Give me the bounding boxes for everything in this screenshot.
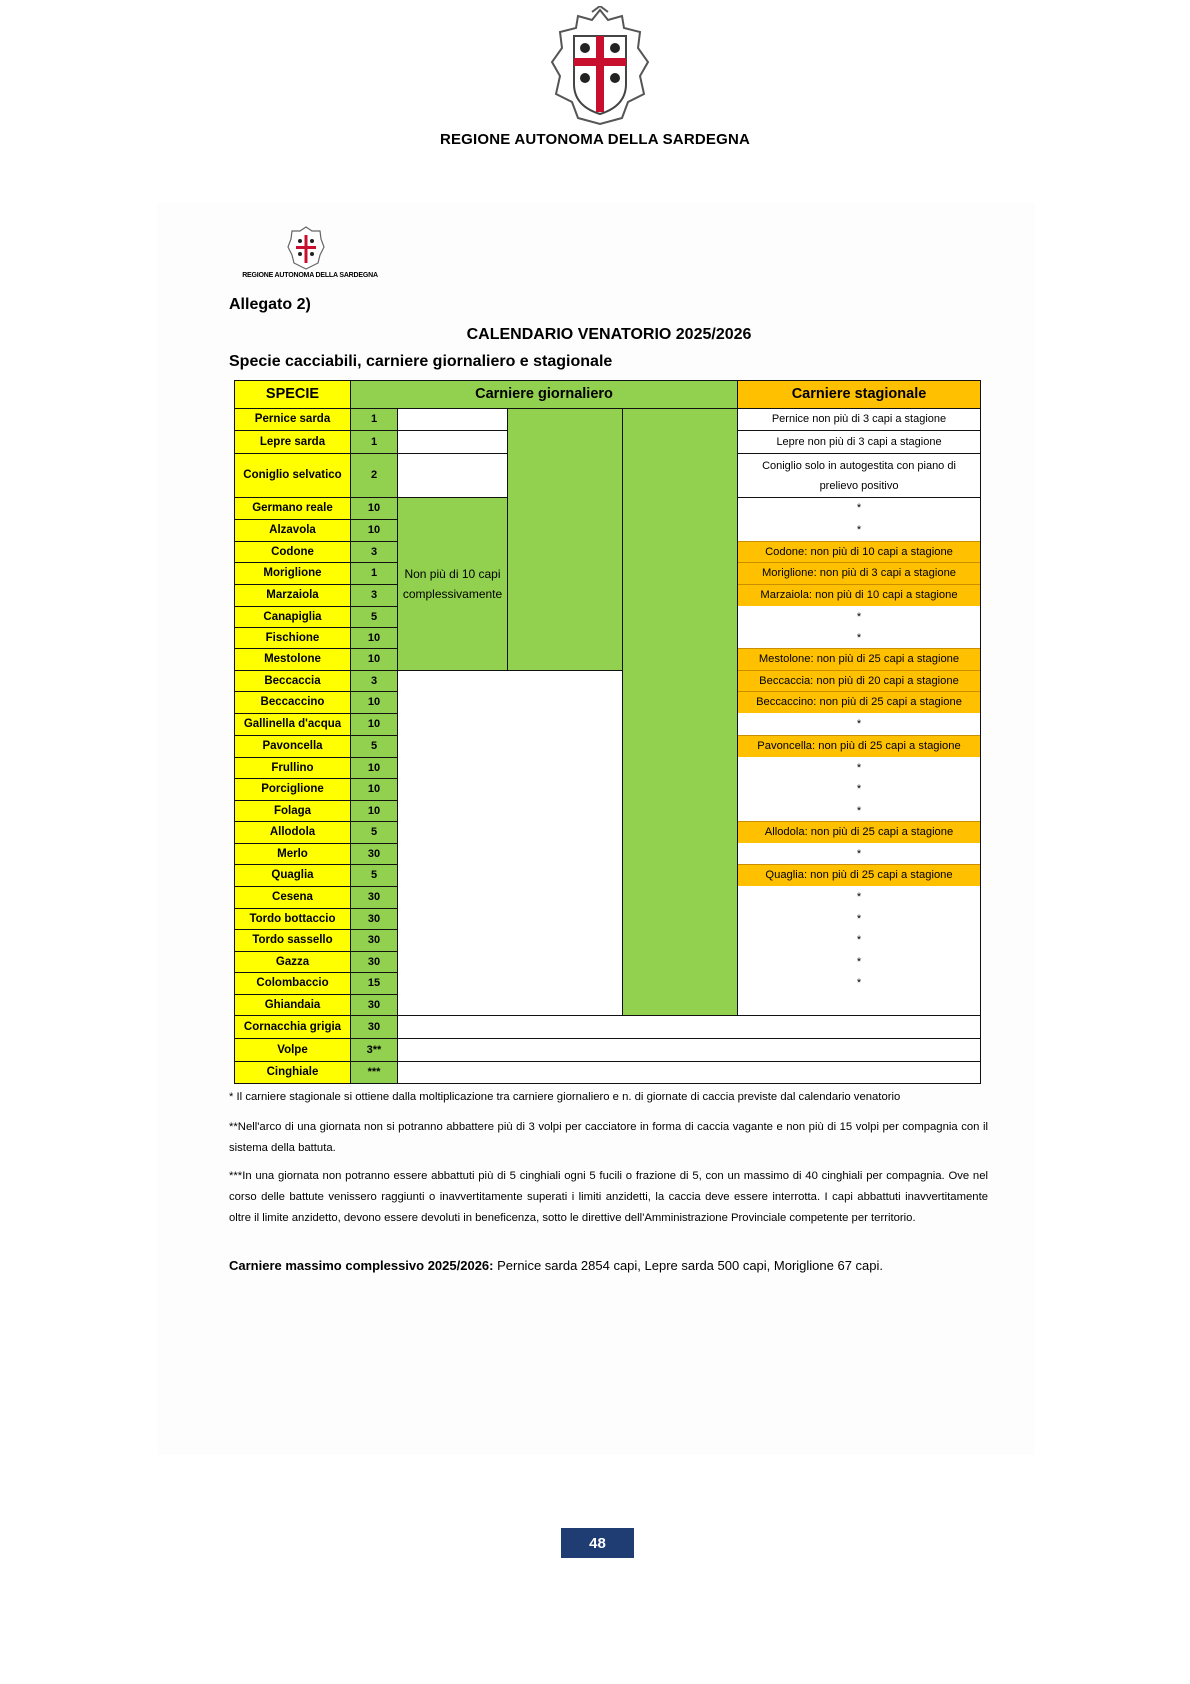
seasonal-cell: *: [737, 972, 981, 995]
sardinia-crest-icon: [548, 6, 652, 128]
daily-cell: 30: [350, 908, 398, 930]
seasonal-cell: Pernice non più di 3 capi a stagione: [737, 408, 981, 431]
daily-cell: ***: [350, 1061, 398, 1084]
seasonal-cell: *: [737, 606, 981, 628]
seasonal-cell: Lepre non più di 3 capi a stagione: [737, 430, 981, 454]
species-cell: Canapiglia: [234, 606, 351, 628]
document-title: CALENDARIO VENATORIO 2025/2026: [466, 326, 752, 343]
species-cell: Coniglio selvatico: [234, 453, 351, 498]
daily-cell: 5: [350, 735, 398, 758]
seasonal-cell: *: [737, 519, 981, 542]
species-cell: Gazza: [234, 951, 351, 973]
daily-blank-cell: [397, 408, 508, 431]
daily-cell: 3**: [350, 1038, 398, 1062]
note-1: * Il carniere stagionale si ottiene dalla moltiplicazione tra carniere giornaliero e n. di giornate di caccia previste dal calendario venatorio: [229, 1091, 901, 1103]
small-region-label: REGIONE AUTONOMA DELLA SARDEGNA: [242, 272, 378, 279]
daily-cell: 5: [350, 864, 398, 887]
seasonal-cell: [737, 994, 981, 1016]
seasonal-cell: *: [737, 778, 981, 801]
bottom-blank-cell: [397, 1038, 981, 1062]
daily-cell: 3: [350, 670, 398, 692]
final-summary: [229, 1258, 883, 1273]
group-limit-cell: Non più di 10 capi complessivamente: [397, 497, 508, 671]
species-cell: Pernice sarda: [234, 408, 351, 431]
bottom-blank-cell: [397, 1015, 981, 1039]
daily-blank-cell: [397, 453, 508, 498]
daily-cell: 1: [350, 430, 398, 454]
daily-cell: 30: [350, 886, 398, 909]
species-cell: Frullino: [234, 757, 351, 779]
daily-cell: 10: [350, 627, 398, 649]
header-seasonal: Carniere stagionale: [737, 380, 981, 409]
final-summary-label: Carniere massimo complessivo 2025/2026:: [229, 1258, 494, 1273]
daily-cell: 1: [350, 562, 398, 585]
attachment-label: Allegato 2): [229, 296, 311, 313]
header-species: SPECIE: [234, 380, 351, 409]
region-title: REGIONE AUTONOMA DELLA SARDEGNA: [439, 131, 751, 148]
daily-cell: 10: [350, 691, 398, 714]
species-cell: Beccaccino: [234, 691, 351, 714]
seasonal-cell: *: [737, 951, 981, 973]
daily-cell: 10: [350, 713, 398, 736]
document-subtitle: Specie cacciabili, carniere giornaliero e stagionale: [229, 353, 613, 370]
seasonal-cell: *: [737, 800, 981, 822]
daily-cell: 10: [350, 757, 398, 779]
seasonal-cell: Moriglione: non più di 3 capi a stagione: [737, 562, 981, 585]
daily-cell: 30: [350, 929, 398, 952]
page-number: 48: [561, 1528, 634, 1558]
species-cell: Cesena: [234, 886, 351, 909]
daily-cell: 30: [350, 843, 398, 865]
species-cell: Alzavola: [234, 519, 351, 542]
daily-cell: 5: [350, 606, 398, 628]
species-cell: Lepre sarda: [234, 430, 351, 454]
daily-cell: 10: [350, 497, 398, 520]
species-cell: Cornacchia grigia: [234, 1015, 351, 1039]
species-cell: Mestolone: [234, 648, 351, 671]
seasonal-cell: *: [737, 929, 981, 952]
species-cell: Tordo bottaccio: [234, 908, 351, 930]
seasonal-cell: *: [737, 908, 981, 930]
daily-cell: 30: [350, 951, 398, 973]
seasonal-cell: Marzaiola: non più di 10 capi a stagione: [737, 584, 981, 607]
species-cell: Fischione: [234, 627, 351, 649]
species-cell: Volpe: [234, 1038, 351, 1062]
daily-cell: 30: [350, 1015, 398, 1039]
seasonal-cell: *: [737, 886, 981, 909]
final-summary-text: Pernice sarda 2854 capi, Lepre sarda 500 capi, Moriglione 67 capi.: [493, 1258, 884, 1273]
header-daily: Carniere giornaliero: [350, 380, 738, 409]
species-cell: Codone: [234, 541, 351, 563]
daily-cell: 3: [350, 541, 398, 563]
species-cell: Pavoncella: [234, 735, 351, 758]
seasonal-cell: Codone: non più di 10 capi a stagione: [737, 541, 981, 563]
species-cell: Beccaccia: [234, 670, 351, 692]
species-cell: Marzaiola: [234, 584, 351, 607]
daily-cell: 3: [350, 584, 398, 607]
species-cell: Merlo: [234, 843, 351, 865]
seasonal-cell: Allodola: non più di 25 capi a stagione: [737, 821, 981, 844]
species-cell: Allodola: [234, 821, 351, 844]
daily-cell: 10: [350, 519, 398, 542]
species-cell: Colombaccio: [234, 972, 351, 995]
seasonal-cell: Pavoncella: non più di 25 capi a stagione: [737, 735, 981, 758]
seasonal-cell: *: [737, 497, 981, 520]
daily-fill-cell: [507, 408, 623, 671]
daily-cell: 10: [350, 800, 398, 822]
daily-cell: 15: [350, 972, 398, 995]
species-cell: Tordo sassello: [234, 929, 351, 952]
daily-cell: 1: [350, 408, 398, 431]
species-cell: Gallinella d'acqua: [234, 713, 351, 736]
daily-blank-cell: [397, 670, 623, 1016]
daily-blank-cell: [397, 430, 508, 454]
daily-cell: 10: [350, 648, 398, 671]
species-cell: Germano reale: [234, 497, 351, 520]
small-crest-icon: [287, 225, 325, 271]
daily-cell: 5: [350, 821, 398, 844]
seasonal-cell: *: [737, 713, 981, 736]
seasonal-cell: *: [737, 627, 981, 649]
species-cell: Ghiandaia: [234, 994, 351, 1016]
species-cell: Folaga: [234, 800, 351, 822]
seasonal-cell: Quaglia: non più di 25 capi a stagione: [737, 864, 981, 887]
seasonal-cell: Coniglio solo in autogestita con piano di prelievo positivo: [737, 453, 981, 498]
daily-cell: 2: [350, 453, 398, 498]
seasonal-cell: Mestolone: non più di 25 capi a stagione: [737, 648, 981, 671]
species-cell: Moriglione: [234, 562, 351, 585]
seasonal-cell: Beccaccino: non più di 25 capi a stagione: [737, 691, 981, 714]
bottom-blank-cell: [397, 1061, 981, 1084]
note-3: ***In una giornata non potranno essere abbattuti più di 5 cinghiali ogni 5 fucili o frazione di 5, con un massimo di 40 cinghiali per compagnia. Ove nel corso delle battute venissero raggiunti o inavvertitamente superati i limiti anzidetti, la caccia deve essere interrotta. I capi abbattuti inavvertitamente oltre il limite anzidetto, devono essere devoluti in beneficenza, sotto le direttive dell'Amministrazione Provinciale competente per territorio.: [229, 1170, 988, 1224]
daily-cell: 10: [350, 778, 398, 801]
seasonal-cell: *: [737, 843, 981, 865]
seasonal-cell: Beccaccia: non più di 20 capi a stagione: [737, 670, 981, 692]
species-cell: Cinghiale: [234, 1061, 351, 1084]
daily-fill-cell: [622, 408, 738, 1016]
species-cell: Quaglia: [234, 864, 351, 887]
note-2: **Nell'arco di una giornata non si potranno abbattere più di 3 volpi per cacciatore in forma di caccia vagante e non più di 15 volpi per compagnia con il sistema della battuta.: [229, 1121, 988, 1154]
species-cell: Porciglione: [234, 778, 351, 801]
daily-cell: 30: [350, 994, 398, 1016]
seasonal-cell: *: [737, 757, 981, 779]
